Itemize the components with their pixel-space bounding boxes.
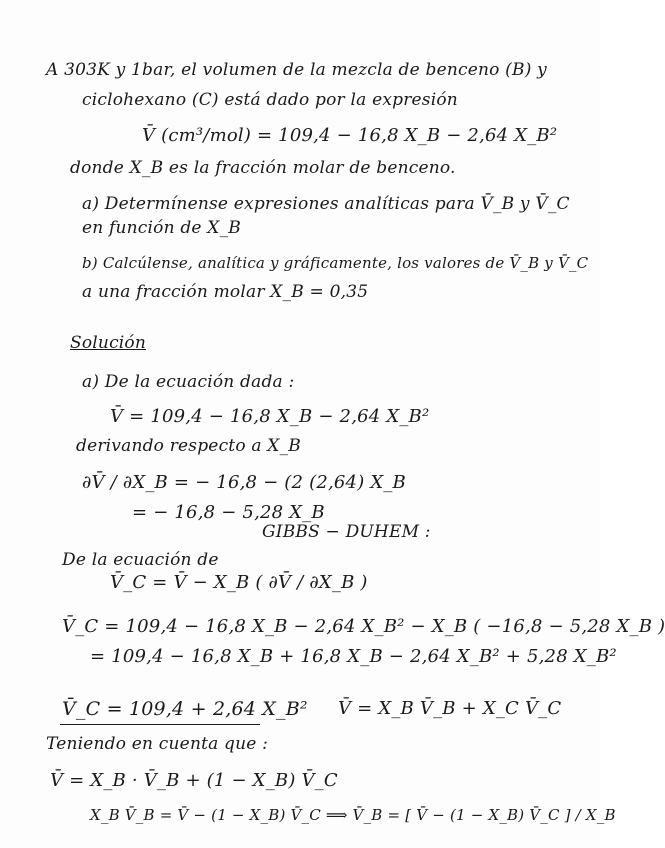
solution-a-intro: a) De la ecuación dada : <box>82 372 295 392</box>
question-b: b) Calcúlense, analítica y gráficamente, los valores de V̄_B y V̄_C <box>82 254 589 272</box>
teniendo-intro: Teniendo en cuenta que : <box>46 734 269 754</box>
vc-substitution: V̄_C = 109,4 − 16,8 X_B − 2,64 X_B² − X_B ( −16,8 − 5,28 X_B ) <box>62 616 665 637</box>
given-equation: V̄ = 109,4 − 16,8 X_B − 2,64 X_B² <box>110 406 430 427</box>
problem-line-2: ciclohexano (C) está dado por la expresión <box>82 90 458 110</box>
vb-derivation: X_B V̄_B = V̄ − (1 − X_B) V̄_C ⟹ V̄_B = [ V̄ − (1 − X_B) V̄_C ] / X_B <box>90 806 616 824</box>
question-b-cont: a una fracción molar X_B = 0,35 <box>82 282 369 302</box>
solution-heading: Solución <box>70 333 147 353</box>
vc-simplification: = 109,4 − 16,8 X_B + 16,8 X_B − 2,64 X_B² + 5,28 X_B² <box>90 646 617 667</box>
vc-definition: V̄_C = V̄ − X_B ( ∂V̄ / ∂X_B ) <box>110 572 368 593</box>
question-a: a) Determínense expresiones analíticas para V̄_B y V̄_C <box>82 194 570 214</box>
gibbs-duhem-intro: De la ecuación de <box>62 550 219 570</box>
derivative-intro: derivando respecto a X_B <box>76 436 301 456</box>
gibbs-duhem-label: GIBBS − DUHEM : <box>262 522 431 542</box>
mixture-volume-relation: V̄ = X_B V̄_B + X_C V̄_C <box>338 698 562 719</box>
derivative-line-2: = − 16,8 − 5,28 X_B <box>132 502 325 523</box>
vc-result: V̄_C = 109,4 + 2,64 X_B² <box>62 698 308 720</box>
derivative-line-1: ∂V̄ / ∂X_B = − 16,8 − (2 (2,64) X_B <box>82 472 406 493</box>
problem-line-1: A 303K y 1bar, el volumen de la mezcla de benceno (B) y <box>46 60 547 80</box>
question-a-cont: en función de X_B <box>82 218 241 238</box>
problem-line-3: donde X_B es la fracción molar de benceno. <box>70 158 456 178</box>
volume-expression: V̄ (cm³/mol) = 109,4 − 16,8 X_B − 2,64 X_B² <box>142 125 558 146</box>
result-underline <box>60 724 260 725</box>
volume-sum-expression: V̄ = X_B · V̄_B + (1 − X_B) V̄_C <box>50 770 338 791</box>
